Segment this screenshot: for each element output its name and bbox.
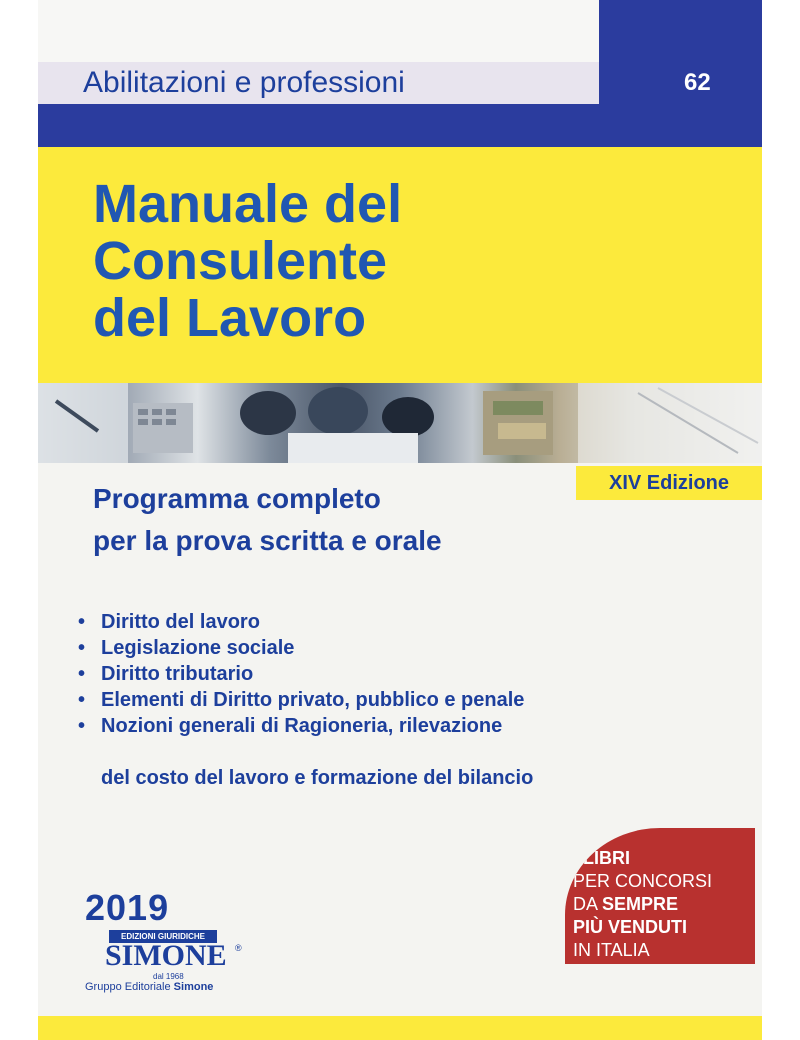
title-line: Consulente bbox=[93, 231, 388, 292]
publisher-brand: SIMONE bbox=[105, 939, 227, 972]
office-photo-strip bbox=[38, 383, 762, 463]
blue-divider-strip bbox=[38, 104, 762, 147]
edition-badge bbox=[576, 466, 762, 500]
edition-label: XIV Edizione bbox=[608, 472, 730, 494]
topic-item: • Legislazione sociale bbox=[76, 635, 524, 661]
topic-item: • Nozioni generali di Ragioneria, rilevazione bbox=[76, 713, 524, 739]
topic-list bbox=[76, 609, 524, 739]
topic-item: • Diritto del lavoro bbox=[76, 609, 524, 635]
promo-line: I LIBRI bbox=[573, 848, 631, 868]
topic-item: • Elementi di Diritto privato, pubblico e penale bbox=[76, 687, 524, 713]
promo-line: DA SEMPRE bbox=[573, 894, 679, 914]
publisher-logo-top-text: EDIZIONI GIURIDICHE bbox=[109, 930, 217, 943]
publisher-group: Gruppo Editoriale Simone bbox=[85, 981, 214, 993]
bottom-band bbox=[38, 1016, 762, 1040]
title-line: Manuale del bbox=[93, 174, 403, 234]
book-subtitle bbox=[93, 478, 442, 562]
photo-illustration bbox=[38, 383, 762, 463]
title-line: del Lavoro bbox=[93, 288, 367, 349]
promo-line: PER CONCORSI bbox=[573, 871, 713, 891]
publisher-logo bbox=[85, 930, 245, 1000]
series-label: Abilitazioni e professioni bbox=[83, 66, 405, 99]
registered-mark: ® bbox=[235, 943, 242, 953]
series-number: 62 bbox=[684, 69, 711, 96]
publisher-since: dal 1968 bbox=[153, 972, 184, 981]
promo-badge bbox=[565, 828, 755, 964]
topic-continuation: del costo del lavoro e formazione del bilancio bbox=[101, 767, 534, 789]
book-title bbox=[93, 176, 402, 348]
publication-year: 2019 bbox=[85, 887, 170, 928]
subtitle-line: per la prova scritta e orale bbox=[93, 525, 442, 556]
topic-item: • Diritto tributario bbox=[76, 661, 524, 687]
promo-line: IN ITALIA bbox=[573, 940, 650, 960]
promo-line: PIÙ VENDUTI bbox=[573, 917, 688, 937]
subtitle-line: Programma completo bbox=[93, 483, 381, 514]
